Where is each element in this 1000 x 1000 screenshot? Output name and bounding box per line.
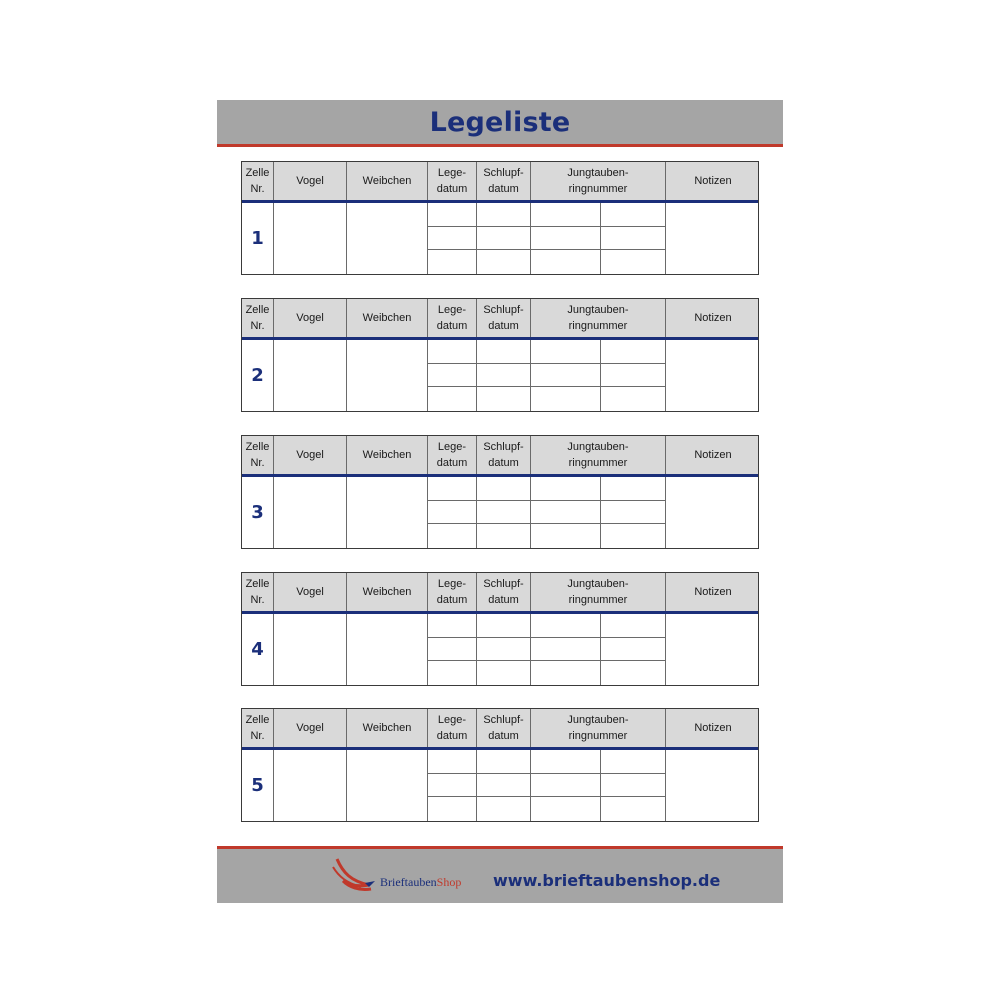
cell-lege-row-2[interactable] <box>428 501 477 525</box>
cell-number: 1 <box>242 203 274 274</box>
cell-weibchen[interactable] <box>347 203 428 274</box>
header-zelle-label: Zelle Nr. <box>245 578 270 606</box>
logo-wordmark-part1: Brieftauben <box>380 875 437 889</box>
cell-schlupf-row-3[interactable] <box>477 387 531 411</box>
header-vogel <box>274 709 347 747</box>
table-header <box>242 299 758 340</box>
cell-notizen[interactable] <box>666 614 760 685</box>
header-zelle <box>242 573 274 611</box>
header-vogel <box>274 436 347 474</box>
cell-ring-a-row-3[interactable] <box>531 797 601 821</box>
cell-ring-b-row-1[interactable] <box>601 750 666 774</box>
cell-lege-row-3[interactable] <box>428 524 477 548</box>
header-zelle-label: Zelle Nr. <box>245 304 270 332</box>
header-lege-label: Lege- datum <box>436 714 468 742</box>
cell-vogel[interactable] <box>274 340 347 411</box>
cell-schlupf-row-2[interactable] <box>477 501 531 525</box>
cell-weibchen[interactable] <box>347 477 428 548</box>
cell-ring-b-row-2[interactable] <box>601 501 666 525</box>
cell-schlupf-row-1[interactable] <box>477 340 531 364</box>
cell-number: 4 <box>242 614 274 685</box>
cell-schlupf-row-3[interactable] <box>477 250 531 274</box>
header-lege <box>428 573 477 611</box>
cell-ring-a-row-2[interactable] <box>531 638 601 662</box>
cell-schlupf-row-1[interactable] <box>477 203 531 227</box>
header-weibchen <box>347 573 428 611</box>
header-jung <box>531 436 666 474</box>
cell-ring-b-row-1[interactable] <box>601 203 666 227</box>
header-weibchen <box>347 162 428 200</box>
cell-lege-row-3[interactable] <box>428 250 477 274</box>
table-body <box>242 750 758 821</box>
cell-lege-row-2[interactable] <box>428 227 477 251</box>
laying-table-2 <box>241 298 759 412</box>
logo-wordmark-part2: Shop <box>436 875 462 889</box>
header-vogel-label: Vogel <box>296 722 324 734</box>
header-schlupf-label: Schlupf- datum <box>483 714 524 742</box>
cell-notizen[interactable] <box>666 340 760 411</box>
header-zelle <box>242 709 274 747</box>
page-title: Legeliste <box>429 106 571 138</box>
cell-lege-row-1[interactable] <box>428 477 477 501</box>
cell-lege-row-1[interactable] <box>428 340 477 364</box>
cell-schlupf-row-1[interactable] <box>477 614 531 638</box>
cell-lege-row-2[interactable] <box>428 364 477 388</box>
laying-table-1 <box>241 161 759 275</box>
cell-notizen[interactable] <box>666 203 760 274</box>
cell-vogel[interactable] <box>274 203 347 274</box>
cell-ring-a-row-1[interactable] <box>531 340 601 364</box>
header-notizen-label: Notizen <box>694 175 732 187</box>
cell-ring-b-row-3[interactable] <box>601 661 666 685</box>
header-notizen <box>666 709 760 747</box>
cell-ring-a-row-2[interactable] <box>531 364 601 388</box>
header-schlupf <box>477 709 531 747</box>
cell-notizen[interactable] <box>666 477 760 548</box>
table-body <box>242 477 758 548</box>
header-weibchen-label: Weibchen <box>362 175 412 187</box>
cell-weibchen[interactable] <box>347 614 428 685</box>
table-header <box>242 436 758 477</box>
cell-schlupf-row-3[interactable] <box>477 797 531 821</box>
header-vogel <box>274 299 347 337</box>
laying-table-5 <box>241 708 759 822</box>
header-lege <box>428 162 477 200</box>
header-schlupf <box>477 299 531 337</box>
table-header <box>242 162 758 203</box>
cell-vogel[interactable] <box>274 477 347 548</box>
header-lege-label: Lege- datum <box>436 167 468 195</box>
header-weibchen <box>347 709 428 747</box>
header-schlupf <box>477 436 531 474</box>
cell-schlupf-row-1[interactable] <box>477 750 531 774</box>
cell-weibchen[interactable] <box>347 340 428 411</box>
cell-weibchen[interactable] <box>347 750 428 821</box>
laying-table-4 <box>241 572 759 686</box>
footer-bar <box>217 846 783 903</box>
header-notizen <box>666 299 760 337</box>
header-jung <box>531 299 666 337</box>
cell-lege-row-1[interactable] <box>428 203 477 227</box>
cell-schlupf-row-2[interactable] <box>477 227 531 251</box>
table-body <box>242 614 758 685</box>
header-zelle-label: Zelle Nr. <box>245 167 270 195</box>
cell-ring-a-row-3[interactable] <box>531 387 601 411</box>
header-lege <box>428 709 477 747</box>
header-schlupf <box>477 162 531 200</box>
cell-schlupf-row-3[interactable] <box>477 524 531 548</box>
cell-ring-a-row-2[interactable] <box>531 501 601 525</box>
header-lege-label: Lege- datum <box>436 578 468 606</box>
header-schlupf-label: Schlupf- datum <box>483 441 524 469</box>
cell-lege-row-2[interactable] <box>428 638 477 662</box>
cell-ring-b-row-2[interactable] <box>601 227 666 251</box>
header-vogel-label: Vogel <box>296 586 324 598</box>
header-weibchen-label: Weibchen <box>362 586 412 598</box>
header-jung-label: Jungtauben- ringnummer <box>567 441 629 469</box>
header-notizen-label: Notizen <box>694 449 732 461</box>
header-jung <box>531 709 666 747</box>
header-notizen-label: Notizen <box>694 586 732 598</box>
header-schlupf-label: Schlupf- datum <box>483 578 524 606</box>
table-body <box>242 340 758 411</box>
cell-ring-b-row-1[interactable] <box>601 614 666 638</box>
logo-wordmark <box>380 875 461 890</box>
cell-lege-row-3[interactable] <box>428 797 477 821</box>
header-vogel <box>274 162 347 200</box>
table-header <box>242 709 758 750</box>
header-notizen <box>666 573 760 611</box>
cell-ring-b-row-2[interactable] <box>601 638 666 662</box>
cell-vogel[interactable] <box>274 614 347 685</box>
cell-schlupf-row-2[interactable] <box>477 638 531 662</box>
website-url[interactable]: www.brieftaubenshop.de <box>493 871 721 890</box>
header-weibchen <box>347 299 428 337</box>
cell-lege-row-2[interactable] <box>428 774 477 798</box>
cell-lege-row-3[interactable] <box>428 387 477 411</box>
header-notizen-label: Notizen <box>694 312 732 324</box>
cell-ring-a-row-3[interactable] <box>531 661 601 685</box>
cell-ring-a-row-1[interactable] <box>531 750 601 774</box>
cell-ring-b-row-3[interactable] <box>601 250 666 274</box>
header-vogel-label: Vogel <box>296 175 324 187</box>
header-jung <box>531 162 666 200</box>
cell-notizen[interactable] <box>666 750 760 821</box>
cell-ring-a-row-2[interactable] <box>531 227 601 251</box>
header-vogel <box>274 573 347 611</box>
cell-number: 3 <box>242 477 274 548</box>
title-bar <box>217 100 783 147</box>
header-vogel-label: Vogel <box>296 312 324 324</box>
cell-lege-row-1[interactable] <box>428 750 477 774</box>
cell-vogel[interactable] <box>274 750 347 821</box>
cell-ring-a-row-1[interactable] <box>531 614 601 638</box>
header-schlupf-label: Schlupf- datum <box>483 167 524 195</box>
cell-ring-b-row-3[interactable] <box>601 524 666 548</box>
header-weibchen-label: Weibchen <box>362 449 412 461</box>
header-jung-label: Jungtauben- ringnummer <box>567 714 629 742</box>
cell-ring-a-row-3[interactable] <box>531 524 601 548</box>
header-zelle <box>242 436 274 474</box>
header-notizen <box>666 162 760 200</box>
cell-schlupf-row-2[interactable] <box>477 364 531 388</box>
header-zelle-label: Zelle Nr. <box>245 714 270 742</box>
cell-ring-b-row-1[interactable] <box>601 340 666 364</box>
cell-ring-b-row-3[interactable] <box>601 797 666 821</box>
cell-ring-b-row-2[interactable] <box>601 774 666 798</box>
cell-ring-a-row-2[interactable] <box>531 774 601 798</box>
table-header <box>242 573 758 614</box>
header-vogel-label: Vogel <box>296 449 324 461</box>
header-jung-label: Jungtauben- ringnummer <box>567 304 629 332</box>
header-zelle <box>242 299 274 337</box>
header-jung-label: Jungtauben- ringnummer <box>567 578 629 606</box>
header-lege-label: Lege- datum <box>436 441 468 469</box>
header-weibchen <box>347 436 428 474</box>
header-lege <box>428 299 477 337</box>
header-zelle <box>242 162 274 200</box>
cell-ring-b-row-3[interactable] <box>601 387 666 411</box>
cell-ring-a-row-1[interactable] <box>531 203 601 227</box>
header-lege <box>428 436 477 474</box>
header-schlupf-label: Schlupf- datum <box>483 304 524 332</box>
cell-number: 2 <box>242 340 274 411</box>
laying-table-3 <box>241 435 759 549</box>
header-zelle-label: Zelle Nr. <box>245 441 270 469</box>
header-schlupf <box>477 573 531 611</box>
cell-schlupf-row-1[interactable] <box>477 477 531 501</box>
header-jung-label: Jungtauben- ringnummer <box>567 167 629 195</box>
cell-schlupf-row-3[interactable] <box>477 661 531 685</box>
header-notizen-label: Notizen <box>694 722 732 734</box>
cell-lege-row-1[interactable] <box>428 614 477 638</box>
cell-schlupf-row-2[interactable] <box>477 774 531 798</box>
cell-ring-a-row-1[interactable] <box>531 477 601 501</box>
header-notizen <box>666 436 760 474</box>
cell-ring-a-row-3[interactable] <box>531 250 601 274</box>
legeliste-sheet <box>217 100 783 900</box>
table-body <box>242 203 758 274</box>
header-jung <box>531 573 666 611</box>
header-weibchen-label: Weibchen <box>362 722 412 734</box>
header-weibchen-label: Weibchen <box>362 312 412 324</box>
cell-number: 5 <box>242 750 274 821</box>
header-lege-label: Lege- datum <box>436 304 468 332</box>
cell-ring-b-row-2[interactable] <box>601 364 666 388</box>
cell-lege-row-3[interactable] <box>428 661 477 685</box>
cell-ring-b-row-1[interactable] <box>601 477 666 501</box>
